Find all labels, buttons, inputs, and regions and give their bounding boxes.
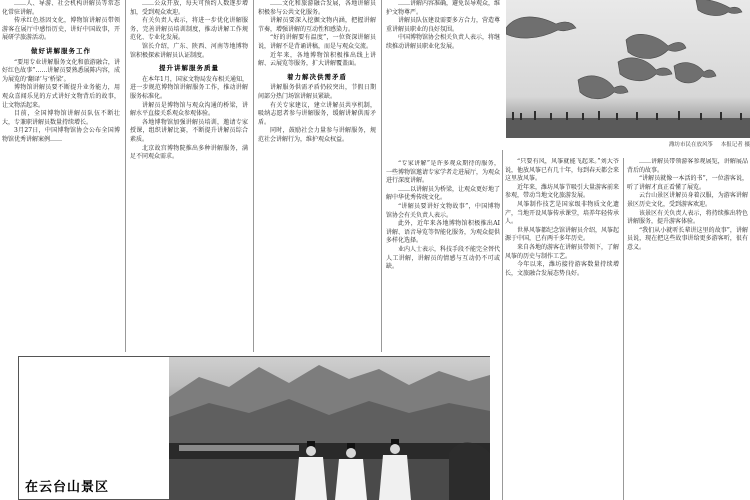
paragraph: 博物馆讲解员要不断提升业务能力，用观众喜闻乐见的方式讲好文物背后的故事，让文物活起来。 <box>2 84 120 109</box>
paragraph: 近年来，各地博物馆积极推出线上讲解、云展览等服务，扩大讲解覆盖面。 <box>258 51 376 68</box>
article-column-4-top <box>386 0 500 160</box>
photo-caption-text: 潍坊市民在放风筝 <box>668 142 713 148</box>
column-divider <box>125 0 126 352</box>
column-2-body-a <box>130 0 248 60</box>
paragraph: “只要有风，风筝就能飞起来。”刘大爷说，他放风筝已有几十年，每到春天都会来这里放风筝。 <box>505 158 619 183</box>
paragraph: 有关负责人表示，将进一步优化讲解服务，完善讲解员培训制度，推动讲解工作规范化、专业化发展。 <box>130 17 248 42</box>
paragraph: 中国博物馆协会相关负责人表示，将继续推动讲解员职业化发展。 <box>386 34 500 50</box>
column-divider <box>253 0 254 352</box>
paragraph: ……讲解内容准确，避免误导观众，维护文物尊严。 <box>386 0 500 16</box>
paragraph: ……文化和旅游融合发展，各地讲解员积极参与公共文化服务。 <box>258 0 376 16</box>
article-column-1 <box>2 0 120 352</box>
column-divider <box>623 158 624 500</box>
kite-photo <box>506 0 750 138</box>
paragraph: 业内人士表示，科技手段不能完全替代人工讲解，讲解员的情感与互动仍不可或缺。 <box>386 245 500 271</box>
paragraph: 北京故宫博物院推出多种讲解服务，满足不同观众需求。 <box>130 144 248 161</box>
paragraph: 近年来，潍坊风筝节吸引大量游客前来参观，带动当地文化旅游发展。 <box>505 183 619 200</box>
section-heading: 着力解决供需矛盾 <box>287 72 347 81</box>
article-column-6 <box>627 158 748 500</box>
paragraph: 讲解服务供需矛盾仍较突出，节假日期间部分热门场馆讲解员紧缺。 <box>258 84 376 100</box>
paragraph: “讲解员要讲好文物故事”，中国博物馆协会有关负责人表示。 <box>386 202 500 219</box>
section-heading: 提升讲解服务质量 <box>159 64 219 73</box>
paragraph: “要用专业讲解服务文化和旅游融合，讲好红色故事”……讲解员要熟悉展陈内容，成为展览的‘翻译’与‘桥梁’。 <box>2 58 120 83</box>
column-1-body-b <box>2 59 120 145</box>
paragraph: 各地博物馆加强讲解员培训，邀请专家授课，组织讲解比赛，不断提升讲解员综合素质。 <box>130 118 248 143</box>
paragraph: “我们从小就听长辈讲这里的故事”，讲解员说，现在把这些故事讲给更多游客听，很有意义。 <box>627 226 748 251</box>
kite-photo-caption <box>506 140 750 152</box>
feature-headline: 在云台山景区 <box>25 480 110 495</box>
column-divider <box>502 150 503 500</box>
paragraph: 同时，鼓励社会力量参与讲解服务，规范社会讲解行为，维护观众权益。 <box>258 127 376 143</box>
paragraph: ……以讲解员为桥梁，让观众更好地了解中华优秀传统文化。 <box>386 185 500 202</box>
paragraph: 来自各地的游客在讲解员带领下，了解风筝的历史与制作工艺。 <box>505 243 619 260</box>
paragraph: 讲解员要深入挖掘文物内涵，把握讲解节奏，增强讲解的互动性和感染力。 <box>258 17 376 33</box>
paragraph: “专家讲解”是许多观众期待的服务，一些博物馆邀请专家学者走进展厅，为观众进行深度讲解。 <box>386 160 500 185</box>
column-3-body-a <box>258 0 376 69</box>
mountain-guides-photo <box>169 357 490 500</box>
paragraph: 讲解员队伍建设需要多方合力，营造尊重讲解员职业的良好氛围。 <box>386 17 500 33</box>
paragraph: “讲解员就像一本活的书”，一位游客说，听了讲解才真正看懂了展览。 <box>627 175 748 191</box>
paragraph: ……公众开放，每天可预约人数逐步增加，受到观众欢迎。 <box>130 0 248 16</box>
article-column-5 <box>505 158 619 500</box>
paragraph: 此外，近年来各地博物馆积极推出AI讲解、语音导览等智能化服务，为观众提供多样化选择。 <box>386 220 500 245</box>
paragraph: 今年以来，潍坊接待游客数量持续增长，文旅融合发展态势良好。 <box>505 261 619 277</box>
kite-photo-graphic <box>506 0 750 138</box>
paragraph: 传承红色基因文化，博物馆讲解员带领游客在展厅中感悟历史，讲好中国故事，开展研学旅游活动。 <box>2 17 120 42</box>
paragraph: 该景区有关负责人表示，将持续推出特色讲解服务，提升游客体验。 <box>627 209 748 226</box>
paragraph: 世界风筝都纪念馆讲解员介绍，风筝起源于中国，已有两千多年历史。 <box>505 226 619 243</box>
paragraph: 3月27日，中国博物馆协会公布全国博物馆优秀讲解案例…… <box>2 127 120 143</box>
paragraph: “好的讲解要有温度”，一位资深讲解员说，讲解不是背诵讲稿，而是与观众交流。 <box>258 34 376 50</box>
paragraph: 有关专家建议，建立讲解员共享机制，吸纳志愿者参与讲解服务，缓解讲解供需矛盾。 <box>258 101 376 126</box>
paragraph: 讲解员是博物馆与观众沟通的桥梁，讲解水平直接关系观众参观体验。 <box>130 101 248 118</box>
article-column-3 <box>258 0 376 352</box>
column-1-body-a <box>2 0 120 43</box>
article-column-2 <box>130 0 248 352</box>
section-heading: 做好讲解服务工作 <box>31 46 91 55</box>
mountain-photo-graphic <box>169 357 490 500</box>
column-divider <box>381 0 382 352</box>
feature-photo-box <box>18 356 490 500</box>
paragraph: ……讲解员带领游客参观展览，讲解展品背后的故事。 <box>627 158 748 174</box>
paragraph: 馆长介绍，广东、陕西、河南等地博物馆积极探索讲解员认证制度。 <box>130 42 248 59</box>
paragraph: 目前，全国博物馆讲解员队伍不断壮大，专兼职讲解员数量持续增长。 <box>2 110 120 126</box>
paragraph: 在本年1月，国家文物局发布相关通知，进一步规范博物馆讲解服务工作，推动讲解服务标准化。 <box>130 75 248 100</box>
column-3-body-b <box>258 84 376 144</box>
photo-credit: 本报记者 摄 <box>720 142 750 148</box>
column-2-body-b <box>130 76 248 162</box>
paragraph: 云台山景区讲解员身着汉服，为游客讲解景区历史文化，受到游客欢迎。 <box>627 192 748 208</box>
paragraph: ……人、导游、社会机构讲解员等常态化常驻讲解。 <box>2 0 120 16</box>
paragraph: 风筝制作技艺是国家级非物质文化遗产，当地开设风筝传承课堂，培养年轻传承人。 <box>505 200 619 226</box>
